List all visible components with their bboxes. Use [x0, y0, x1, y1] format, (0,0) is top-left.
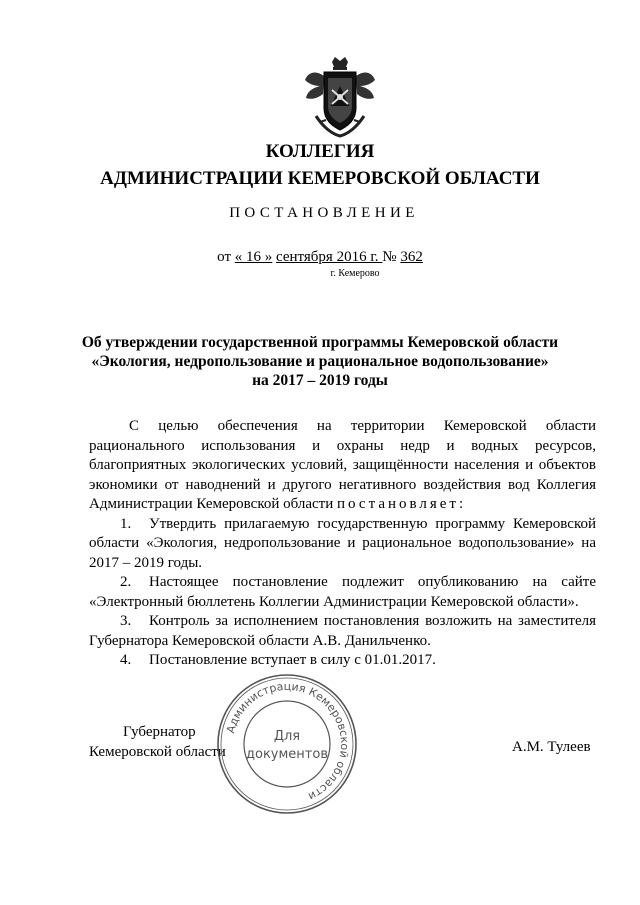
position-line2: Кемеровской области	[89, 744, 226, 760]
item-number: 4.	[120, 652, 132, 668]
resolution-item	[89, 651, 596, 671]
item-text: Постановление вступает в силу с 01.01.2017.	[149, 652, 436, 668]
title-line3: на 2017 – 2019 годы	[252, 372, 388, 389]
item-text: Утвердить прилагаемую государственную программу Кемеровской области «Экология, недропользование и рациональное водопользование» на 2017 – 2019 годы.	[89, 515, 596, 571]
date-month-year: сентября 2016 г.	[276, 249, 383, 265]
organization-name-line2: АДМИНИСТРАЦИИ КЕМЕРОВСКОЙ ОБЛАСТИ	[100, 168, 540, 189]
stamp-center-line1: Для	[273, 729, 301, 744]
item-number: 3.	[120, 613, 132, 629]
document-body	[89, 417, 596, 671]
item-text: Контроль за исполнением постановления возложить на заместителя Губернатора Кемеровской области А.В. Данильченко.	[89, 613, 596, 649]
resolution-item	[89, 612, 596, 651]
date-prefix: от	[217, 249, 231, 265]
item-text: Настоящее постановление подлежит опубликованию на сайте «Электронный бюллетень Коллегии Администрации Кемеровской области».	[89, 574, 596, 610]
city-label: г. Кемерово	[330, 268, 380, 279]
signatory-name: А.М. Тулеев	[512, 739, 591, 755]
coat-of-arms-emblem	[302, 56, 378, 140]
intro-paragraph	[89, 417, 596, 515]
title-line1: Об утверждении государственной программы Кемеровской области	[81, 334, 559, 351]
resolution-item	[89, 573, 596, 612]
title-line2: «Экология, недропользование и рациональное водопользование»	[91, 353, 549, 370]
official-stamp	[215, 672, 359, 816]
resolves-word: постановляет:	[337, 496, 467, 512]
organization-name-line1: КОЛЛЕГИЯ	[265, 141, 375, 162]
document-type: ПОСТАНОВЛЕНИЕ	[229, 205, 419, 221]
item-number: 1.	[120, 515, 132, 532]
intro-text: С целью обеспечения на территории Кемеровской области рационального использования и охраны недр и водных ресурсов, благоприятных экологических условий, защищённости населения и объектов экономики от наводнений и другого негативного воздействия вод Коллегия Администрации Кемеровской области	[89, 418, 596, 512]
stamp-ring-text: Администрация Кемеровской области	[224, 679, 352, 804]
number-sign: №	[382, 249, 397, 265]
item-number: 2.	[120, 574, 132, 590]
document-title	[60, 333, 580, 390]
document-date-line	[0, 249, 640, 266]
position-line1: Губернатор	[123, 724, 196, 740]
date-day: « 16 »	[234, 249, 273, 265]
signatory-position	[89, 722, 226, 762]
stamp-center-line2: документов	[246, 747, 328, 762]
document-number: 362	[400, 249, 423, 265]
resolution-item	[89, 515, 596, 574]
